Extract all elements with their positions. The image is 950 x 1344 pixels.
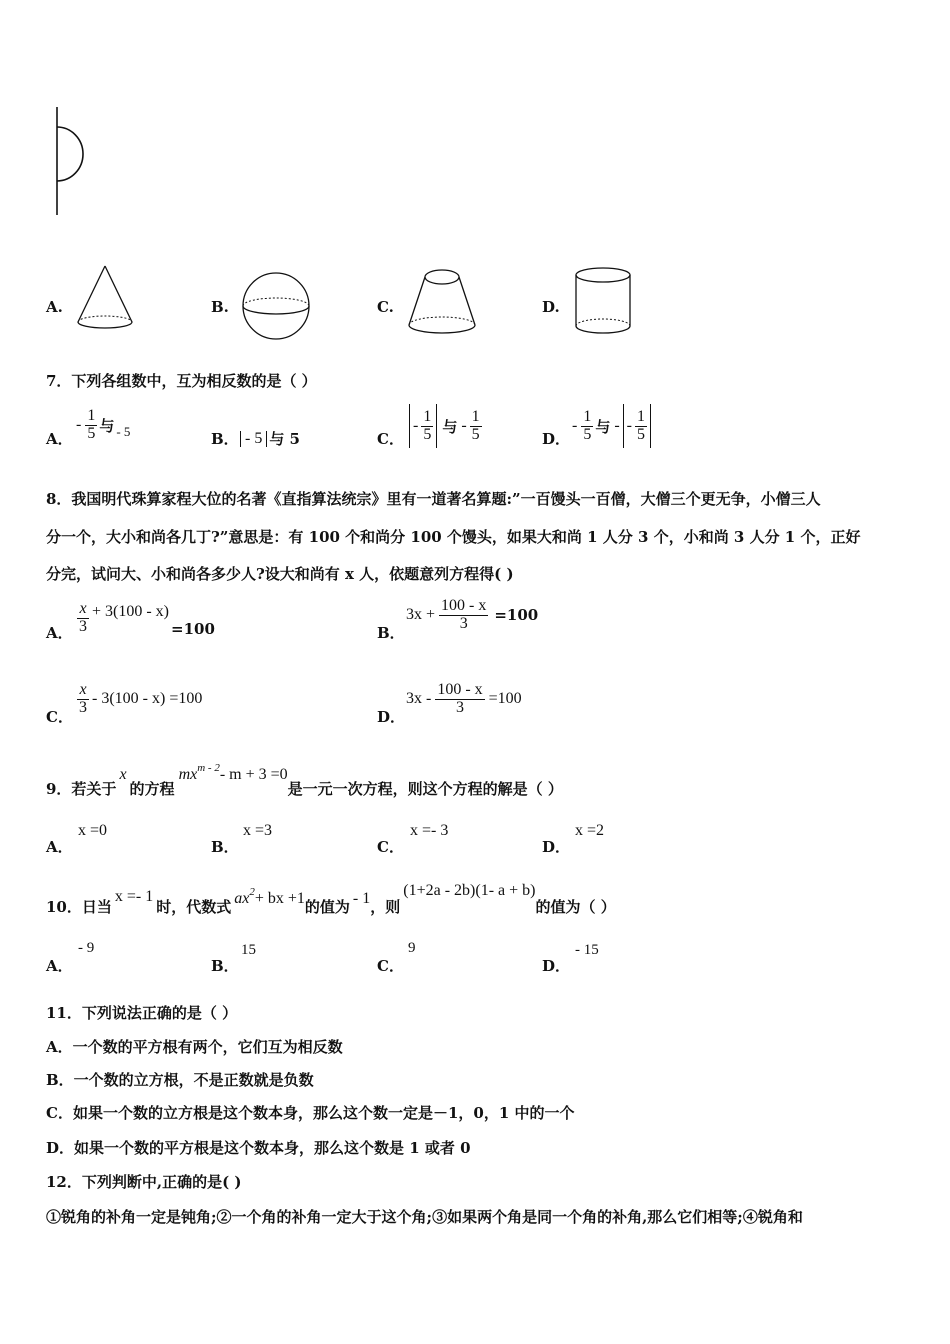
- q8-option-c-label: C．: [46, 708, 73, 726]
- fraction: $\frac{1}{5}$: [637, 407, 645, 443]
- q11-option-d: D．如果一个数的平方根是这个数本身，那么这个数是 1 或者 0: [46, 1139, 471, 1157]
- q9-option-c-value: x =- 3: [410, 822, 449, 839]
- abs-bar: [436, 404, 437, 448]
- sphere-icon: [240, 270, 312, 342]
- q7-title: 7．下列各组数中，互为相反数的是（ ）: [46, 372, 317, 390]
- q8-option-b: 3x + $\frac{100 - x}{3}$ =100: [406, 597, 539, 632]
- q8-line-3: 分完，试问大、小和尚各多少人?设大和尚有 x 人，依题意列方程得( ): [46, 565, 514, 583]
- q10-option-c-value: 9: [408, 940, 416, 956]
- q7-option-b-label: B．: [211, 430, 239, 448]
- q8-option-d: 3x - $\frac{100 - x}{3}$ =100: [406, 681, 522, 716]
- q10-title: 10．日当 x =- 1 时，代数式 ax 2 + bx +1 的值为 - 1 ，则 (1+2a - 2b)(1- a + b) 的值为（ ）: [46, 882, 616, 916]
- q8-line-2: 分一个，大小和尚各几丁?”意思是：有 100 个和尚分 100 个馒头，如果大和尚 1 人分 3 个，小和尚 3 人分 1 个，正好: [46, 528, 861, 546]
- q7-option-c-label: C．: [377, 430, 404, 448]
- q10-option-b-label: B．: [211, 957, 239, 975]
- q8-option-c: $\frac{x}{3}$ - 3(100 - x) =100: [79, 681, 203, 716]
- q7-option-b: - 5 与 5: [240, 428, 300, 449]
- q9-option-d-value: x =2: [575, 822, 605, 839]
- q7-option-d-label: D．: [542, 430, 571, 448]
- q8-option-a-label: A．: [46, 624, 73, 642]
- q9-option-a-label: A．: [46, 838, 73, 856]
- frustum-icon: [404, 266, 480, 340]
- q12-title: 12．下列判断中,正确的是( ): [46, 1173, 242, 1191]
- cone-icon: [74, 262, 136, 334]
- q9-option-d-label: D．: [542, 838, 571, 856]
- q10-option-b-value: 15: [241, 942, 256, 958]
- q10-option-a-label: A．: [46, 957, 73, 975]
- q8-option-b-label: B．: [377, 624, 405, 642]
- fraction: $\frac{1}{5}$: [471, 407, 480, 443]
- q6-option-b-label: B.: [211, 298, 229, 316]
- cylinder-icon: [572, 264, 634, 340]
- q9-option-b-value: x =3: [243, 822, 273, 839]
- semicircle-view-icon: [50, 105, 90, 217]
- fraction: $\frac{1}{5}$: [87, 407, 96, 442]
- minus-sign: -: [76, 416, 82, 434]
- q10-option-a-value: - 9: [78, 940, 95, 956]
- q10-option-c-label: C．: [377, 957, 404, 975]
- q8-line-1: 8．我国明代珠算家程大位的名著《直指算法统宗》里有一道著名算题:”一百馒头一百僧，大僧三个更无争，小僧三人: [46, 490, 821, 508]
- fraction: $\frac{1}{5}$: [423, 407, 432, 443]
- fraction: $\frac{x}{3}$: [79, 599, 87, 635]
- q12-line-1: ①锐角的补角一定是钝角;②一个角的补角一定大于这个角;③如果两个角是同一个角的补角,那么它们相等;④锐角和: [46, 1208, 803, 1226]
- fraction: $\frac{100 - x}{3}$: [441, 597, 487, 632]
- abs-bar: [650, 404, 651, 448]
- q9-title: 9．若关于 x 的方程 mx m - 2 - m + 3 =0 是一元一次方程，则这个方程的解是（ ）: [46, 762, 563, 798]
- q11-option-c: C．如果一个数的立方根是这个数本身，那么这个数一定是－1，0，1 中的一个: [46, 1104, 575, 1122]
- abs-bar: [409, 404, 410, 448]
- q9-option-c-label: C．: [377, 838, 404, 856]
- q6-option-c-label: C.: [377, 298, 394, 316]
- q9-option-b-label: B．: [211, 838, 239, 856]
- q7-option-c: - $\frac{1}{5}$ 与 - $\frac{1}{5}$: [406, 404, 482, 448]
- fraction: $\frac{x}{3}$: [79, 681, 87, 716]
- q7-option-a: - $\frac{1}{5}$ 与 - 5: [76, 407, 131, 442]
- q10-option-d-value: - 15: [575, 942, 599, 958]
- q7-option-d: - $\frac{1}{5}$ 与 - - $\frac{1}{5}$: [572, 404, 654, 448]
- fraction: $\frac{100 - x}{3}$: [437, 681, 483, 716]
- q9-option-a-value: x =0: [78, 822, 108, 839]
- q6-option-d-label: D.: [542, 298, 560, 316]
- q11-option-b: B．一个数的立方根，不是正数就是负数: [46, 1071, 314, 1089]
- q11-option-a: A．一个数的平方根有两个，它们互为相反数: [46, 1038, 343, 1056]
- fraction: $\frac{1}{5}$: [583, 407, 592, 443]
- q8-option-d-label: D．: [377, 708, 406, 726]
- q11-title: 11．下列说法正确的是（ ）: [46, 1004, 238, 1022]
- abs-bar: [623, 404, 624, 448]
- q8-option-a: $\frac{x}{3}$ + 3(100 - x) =100: [79, 599, 215, 638]
- q10-option-d-label: D．: [542, 957, 571, 975]
- q6-option-a-label: A.: [46, 298, 63, 316]
- q7-option-a-label: A．: [46, 430, 73, 448]
